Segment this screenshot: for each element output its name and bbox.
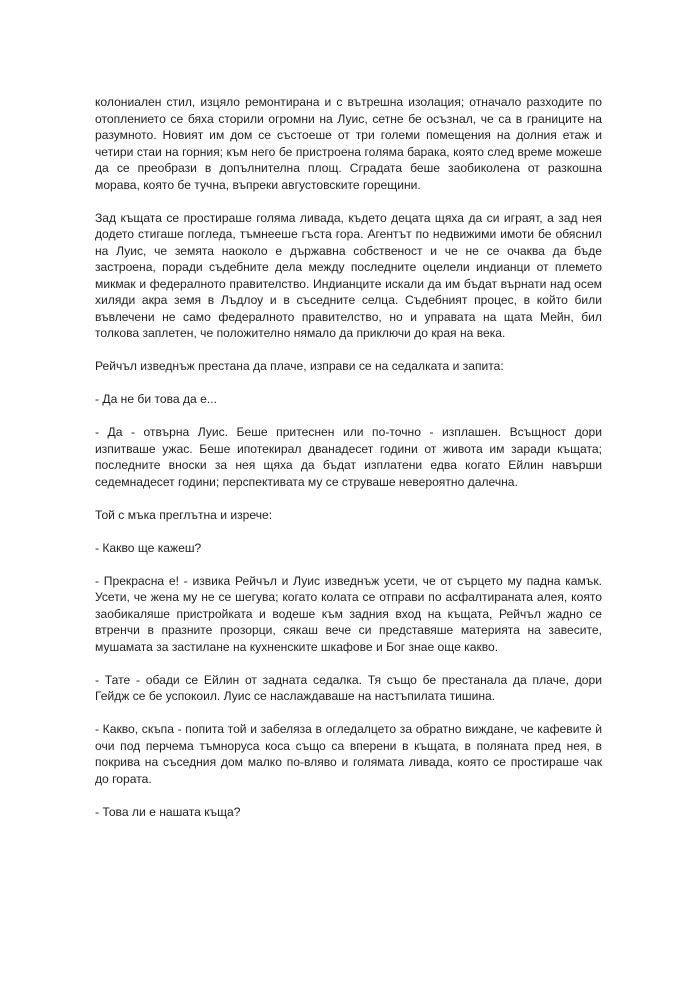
document-body [95, 94, 602, 837]
paragraph: - Това ли е нашата къща? [95, 804, 241, 819]
paragraph: - Какво ще кажеш? [95, 540, 202, 555]
paragraph: Зад къщата се простираше голяма ливада, където децата щяха да си играят, а зад нея додето стигаше погледа, тъмнееше гъста гора. Агентът по недвижими имоти бе обяснил на Луис, че земята наоколо е държавна собственост и че не се очаква да бъде застроена, поради съдебните дела между последните оцелели индианци от племето микмак и федералното правителство. Индианците искали да им бъдат върнати над осем хиляди акра земя в Лъдлоу и в съседните селца. Съдебният процес, в който били въвлечени не само федералното правителство, но и управата на щата Мейн, бил толкова заплетен, че положително нямало да приключи до края на века. [95, 210, 602, 340]
paragraph: Той с мъка преглътна и изрече: [95, 507, 273, 522]
paragraph: колониален стил, изцяло ремонтирана и с вътрешна изолация; отначало разходите по отоплението се бяха сторили огромни на Луис, сетне бе осъзнал, че са в границите на разумното. Новият им дом се състоеше от три големи помещения на долния етаж и четири стаи на горния; към него бе пристроена голяма барака, която след време можеше да се преобрази в допълнителна площ. Сградата беше заобиколена от разкошна морава, която бе тучна, въпреки августовските горещини. [95, 95, 602, 192]
paragraph: Рейчъл изведнъж престана да плаче, изправи се на седалката и запита: [95, 359, 504, 373]
paragraph: - Прекрасна е! - извика Рейчъл и Луис изведнъж усети, че от сърцето му падна камък. Усети, че жена му не се шегува; когато колата се отправи по асфалтираната алея, която заобикаляше пристройката и водеше към задния вход на къщата, Рейчъл жадно се втренчи в празните прозорци, сякаш вече си представяше материята на завесите, мушамата за застилане на кухненските шкафове и Бог знае още какво. [95, 573, 602, 654]
paragraph: - Да - отвърна Луис. Беше притеснен или по-точно - изплашен. Всъщност дори изпитваше ужас. Беше ипотекирал дванадесет години от живота им заради къщата; последните вноски за нея щяха да бъдат изплатени едва когато Ейлин навърши седемнадесет години; перспективата му се струваше невероятно далечна. [95, 425, 602, 489]
paragraph: - Какво, скъпа - попита той и забеляза в огледалцето за обратно виждане, че кафевите ѝ очи под перчема тъмноруса коса също са вперени в къщата, в поляната пред нея, в покрива на съседния дом малко по-вляво и голямата ливада, която се простираше чак до гората. [95, 722, 602, 786]
paragraph: - Тате - обади се Ейлин от задната седалка. Тя също бе престанала да плаче, дори Гейдж се бе успокоил. Луис се наслаждаваше на настъпилата тишина. [95, 672, 602, 703]
paragraph: - Да не би това да е... [95, 392, 217, 406]
